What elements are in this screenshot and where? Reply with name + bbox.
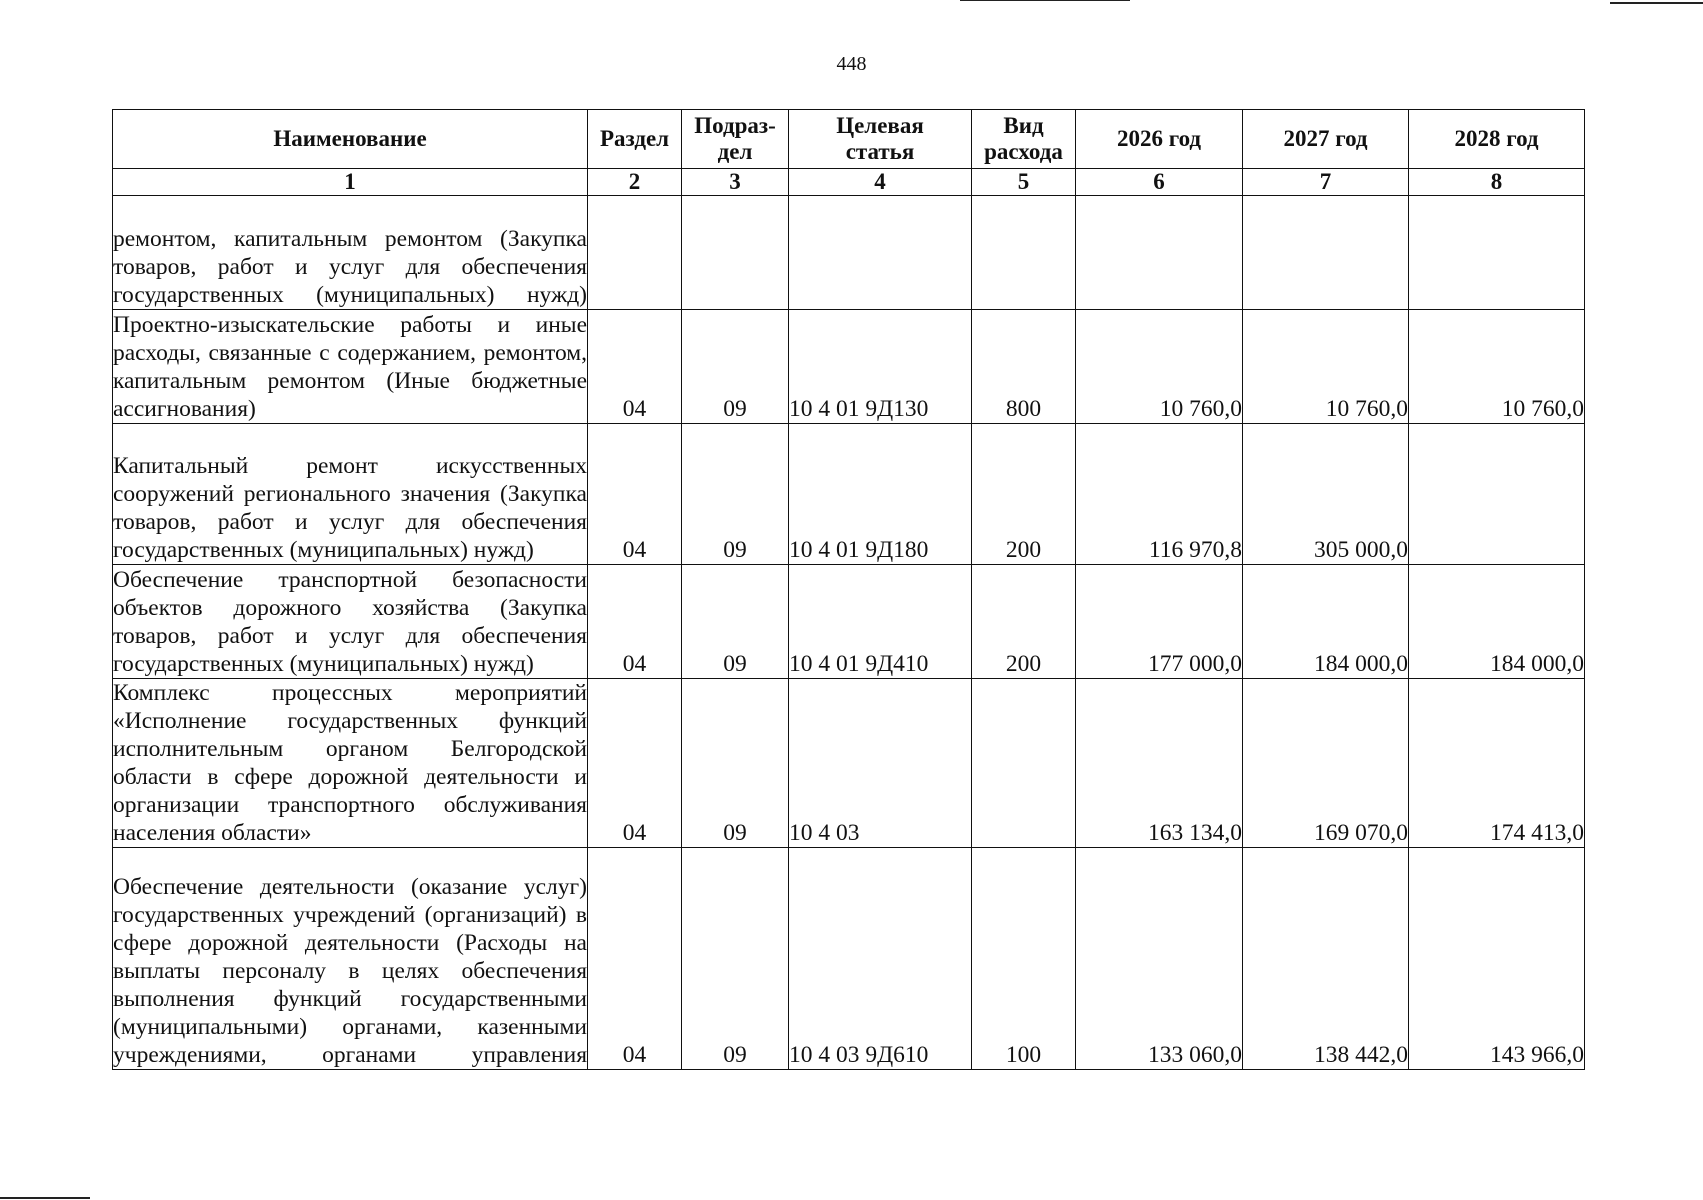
row-amount-2027: 169 070,0 bbox=[1243, 679, 1409, 848]
row-target-article bbox=[789, 196, 972, 310]
row-name: Капитальный ремонт искусственных сооружений регионального значения (Закупка товаров, работ и услуг для обеспечения государственных (муниципальных) нужд) bbox=[113, 424, 588, 565]
row-amount-2028: 143 966,0 bbox=[1409, 848, 1585, 1070]
row-target-article: 10 4 03 9Д610 bbox=[789, 848, 972, 1070]
header-year-2027: 2027 год bbox=[1243, 110, 1409, 169]
header-row bbox=[113, 110, 1585, 169]
row-expense-type: 800 bbox=[972, 310, 1076, 424]
row-amount-2026: 177 000,0 bbox=[1076, 565, 1243, 679]
row-amount-2028: 184 000,0 bbox=[1409, 565, 1585, 679]
header-expense-type: Вид расхода bbox=[972, 110, 1076, 169]
row-subsection: 09 bbox=[682, 424, 789, 565]
header-year-2026: 2026 год bbox=[1076, 110, 1243, 169]
column-number: 4 bbox=[789, 169, 972, 196]
row-subsection bbox=[682, 196, 789, 310]
row-amount-2028 bbox=[1409, 424, 1585, 565]
row-target-article: 10 4 01 9Д410 bbox=[789, 565, 972, 679]
row-expense-type bbox=[972, 196, 1076, 310]
row-amount-2027: 305 000,0 bbox=[1243, 424, 1409, 565]
row-name: Проектно-изыскательские работы и иные расходы, связанные с содержанием, ремонтом, капитальным ремонтом (Иные бюджетные ассигнования) bbox=[113, 310, 588, 424]
row-section: 04 bbox=[588, 679, 682, 848]
row-subsection: 09 bbox=[682, 848, 789, 1070]
row-subsection: 09 bbox=[682, 679, 789, 848]
column-number: 1 bbox=[113, 169, 588, 196]
row-amount-2027: 184 000,0 bbox=[1243, 565, 1409, 679]
scan-artifact-top-right bbox=[1610, 2, 1703, 4]
table-row bbox=[113, 565, 1585, 679]
header-name: Наименование bbox=[113, 110, 588, 169]
column-number-row bbox=[113, 169, 1585, 196]
row-amount-2028 bbox=[1409, 196, 1585, 310]
row-name: ремонтом, капитальным ремонтом (Закупка товаров, работ и услуг для обеспечения государственных (муниципальных) нужд) bbox=[113, 196, 588, 310]
row-amount-2028: 174 413,0 bbox=[1409, 679, 1585, 848]
header-year-2028: 2028 год bbox=[1409, 110, 1585, 169]
column-number: 8 bbox=[1409, 169, 1585, 196]
row-amount-2026: 10 760,0 bbox=[1076, 310, 1243, 424]
row-expense-type: 200 bbox=[972, 424, 1076, 565]
table-row bbox=[113, 310, 1585, 424]
row-section: 04 bbox=[588, 848, 682, 1070]
row-target-article: 10 4 01 9Д130 bbox=[789, 310, 972, 424]
header-section: Раздел bbox=[588, 110, 682, 169]
row-expense-type: 100 bbox=[972, 848, 1076, 1070]
row-amount-2027: 138 442,0 bbox=[1243, 848, 1409, 1070]
row-name: Комплекс процессных мероприятий «Исполнение государственных функций исполнительным органом Белгородской области в сфере дорожной деятельности и организации транспортного обслуживания населения области» bbox=[113, 680, 587, 846]
column-number: 6 bbox=[1076, 169, 1243, 196]
row-expense-type: 200 bbox=[972, 565, 1076, 679]
table-row bbox=[113, 196, 1585, 310]
budget-table bbox=[112, 109, 1585, 1070]
row-amount-2026: 133 060,0 bbox=[1076, 848, 1243, 1070]
row-section: 04 bbox=[588, 310, 682, 424]
row-name: Обеспечение деятельности (оказание услуг) государственных учреждений (организаций) в сфере дорожной деятельности (Расходы на выплаты персоналу в целях обеспечения выполнения функций государственными (муниципальными) органами, казенными учреждениями, органами управления bbox=[113, 848, 588, 1070]
scan-artifact-bottom-left bbox=[0, 1197, 90, 1199]
page-number: 448 bbox=[836, 53, 867, 75]
column-number: 3 bbox=[682, 169, 789, 196]
row-amount-2026: 163 134,0 bbox=[1076, 679, 1243, 848]
row-target-article: 10 4 03 bbox=[789, 679, 972, 848]
row-amount-2026: 116 970,8 bbox=[1076, 424, 1243, 565]
row-expense-type bbox=[972, 679, 1076, 848]
row-target-article: 10 4 01 9Д180 bbox=[789, 424, 972, 565]
row-subsection: 09 bbox=[682, 310, 789, 424]
column-number: 2 bbox=[588, 169, 682, 196]
row-section: 04 bbox=[588, 565, 682, 679]
table-row bbox=[113, 424, 1585, 565]
row-amount-2027: 10 760,0 bbox=[1243, 310, 1409, 424]
header-target-article: Целевая статья bbox=[789, 110, 972, 169]
column-number: 7 bbox=[1243, 169, 1409, 196]
row-section: 04 bbox=[588, 424, 682, 565]
row-amount-2028: 10 760,0 bbox=[1409, 310, 1585, 424]
table-row bbox=[113, 848, 1585, 1070]
row-amount-2027 bbox=[1243, 196, 1409, 310]
header-subsection: Подраз- дел bbox=[682, 110, 789, 169]
row-amount-2026 bbox=[1076, 196, 1243, 310]
row-name: Обеспечение транспортной безопасности объектов дорожного хозяйства (Закупка товаров, работ и услуг для обеспечения государственных (муниципальных) нужд) bbox=[113, 565, 588, 679]
row-section bbox=[588, 196, 682, 310]
table-row bbox=[113, 679, 1585, 848]
row-subsection: 09 bbox=[682, 565, 789, 679]
scan-artifact-top bbox=[960, 0, 1130, 1]
column-number: 5 bbox=[972, 169, 1076, 196]
